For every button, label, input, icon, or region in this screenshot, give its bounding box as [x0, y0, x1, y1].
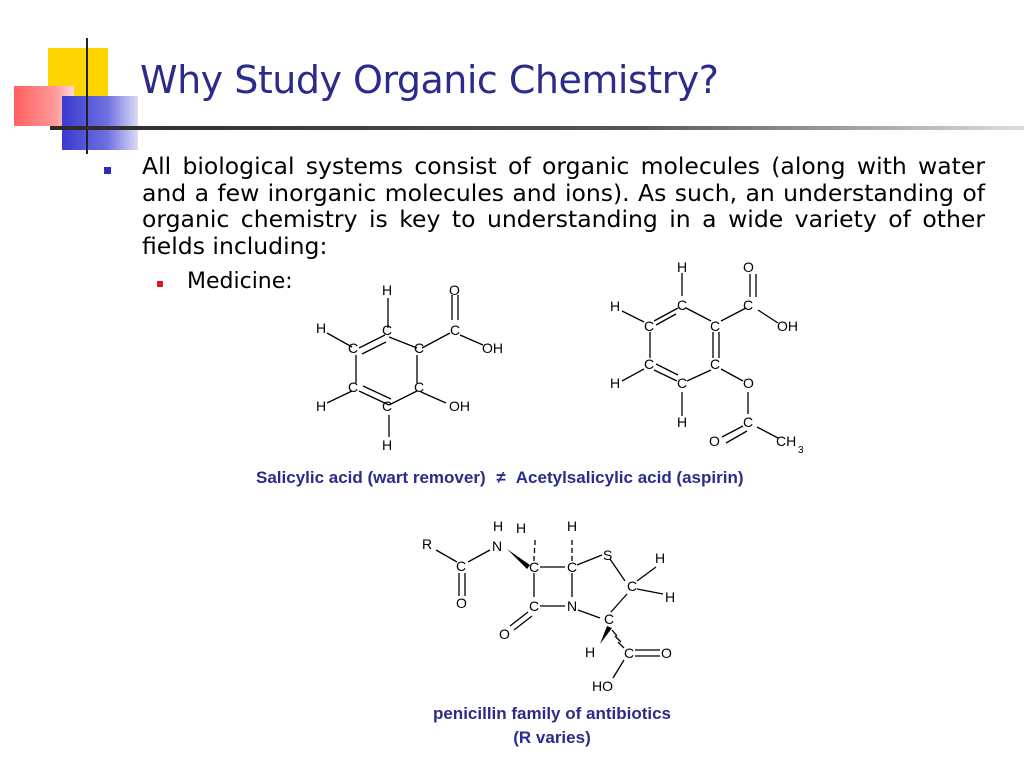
aspirin-atom-h-left-lower: H: [610, 375, 621, 391]
salicylic-atom-o-top: O: [449, 282, 460, 298]
aspirin-atom-o-ester: O: [743, 375, 754, 391]
not-equal-symbol: ≠: [496, 468, 506, 487]
aspirin-atom-c-acetyl: C: [743, 414, 754, 430]
comparison-caption: [256, 468, 744, 488]
salicylic-atom-c-acid: C: [450, 322, 461, 338]
penicillin-atom-ho: HO: [592, 678, 613, 694]
penicillin-atom-h-n: H: [493, 518, 504, 534]
penicillin-atom-c-beta1: C: [529, 559, 540, 575]
bullet-square-icon: [104, 167, 111, 174]
penicillin-atom-r: R: [422, 536, 433, 552]
penicillin-atom-h-alpha: H: [585, 644, 596, 660]
penicillin-caption-line2: (R varies): [513, 728, 591, 747]
penicillin-atom-c-alpha: C: [604, 611, 615, 627]
penicillin-atom-c-ring: C: [627, 578, 638, 594]
salicylic-atom-h-top: H: [382, 282, 393, 298]
aspirin-atom-oh-acid: OH: [777, 318, 798, 334]
penicillin-atom-h-c1: H: [516, 520, 527, 536]
salicylic-atom-c4: C: [348, 379, 359, 395]
penicillin-atom-s: S: [603, 547, 613, 563]
sub-bullet-square-icon: [157, 281, 163, 287]
penicillin-atom-o-amide: O: [456, 595, 467, 611]
aspirin-atom-ch-subscript: 3: [798, 445, 804, 456]
salicylic-atom-h-left-upper: H: [316, 320, 327, 336]
aspirin-atom-c-acid: C: [743, 297, 754, 313]
penicillin-atom-n-ring: N: [567, 598, 578, 614]
salicylic-atom-c1: C: [382, 322, 393, 338]
penicillin-atom-c-beta2: C: [567, 559, 578, 575]
aspirin-atom-c3: C: [710, 318, 721, 334]
salicylic-atom-c5: C: [414, 379, 425, 395]
aspirin-atom-o-top: O: [743, 259, 754, 275]
salicylic-caption: Salicylic acid (wart remover): [256, 468, 486, 487]
salicylic-atom-c2: C: [348, 340, 359, 356]
penicillin-caption-line1: penicillin family of antibiotics: [432, 704, 672, 723]
title-underline: [50, 126, 1024, 130]
salicylic-atom-h-bottom: H: [382, 437, 393, 453]
aspirin-atom-h-bottom: H: [677, 414, 688, 430]
penicillin-atom-c-acid: C: [624, 645, 635, 661]
penicillin-atom-n-amide: N: [492, 538, 503, 554]
penicillin-atom-o-acid: O: [661, 645, 672, 661]
aspirin-atom-c6: C: [677, 375, 688, 391]
slide-title: Why Study Organic Chemistry?: [140, 58, 719, 102]
aspirin-atom-o-carbonyl: O: [709, 433, 720, 449]
penicillin-caption: [352, 702, 752, 750]
penicillin-atom-c-lactam: C: [529, 598, 540, 614]
salicylic-acid-structure: [300, 275, 530, 460]
aspirin-atom-c1: C: [677, 297, 688, 313]
aspirin-structure: [600, 254, 830, 459]
salicylic-atom-c6: C: [382, 398, 393, 414]
aspirin-atom-c2: C: [644, 318, 655, 334]
aspirin-atom-c4: C: [644, 356, 655, 372]
salicylic-atom-h-left-lower: H: [316, 398, 327, 414]
aspirin-atom-h-top: H: [677, 259, 688, 275]
aspirin-atom-ch: CH: [776, 433, 797, 449]
penicillin-atom-h-ring2: H: [665, 589, 676, 605]
decor-blue-square: [62, 96, 138, 150]
salicylic-atom-oh-acid: OH: [482, 340, 503, 356]
penicillin-structure: [410, 512, 700, 702]
penicillin-atom-h-c2: H: [567, 518, 578, 534]
penicillin-atom-c-amide: C: [456, 558, 467, 574]
aspirin-caption: Acetylsalicylic acid (aspirin): [515, 468, 744, 487]
salicylic-atom-c3: C: [414, 340, 425, 356]
bullet-text: All biological systems consist of organic molecules (along with water and a few inorganic molecules and ions). As such, an understanding of organic chemistry is key to understanding in a wide variety of other fields including:: [142, 152, 985, 260]
penicillin-atom-o-lactam: O: [499, 626, 510, 642]
aspirin-atom-c5: C: [710, 356, 721, 372]
aspirin-atom-h-left-upper: H: [610, 298, 621, 314]
sub-bullet-text: Medicine:: [187, 269, 293, 294]
salicylic-atom-oh-ring: OH: [449, 398, 470, 414]
penicillin-atom-h-ring1: H: [655, 550, 666, 566]
decor-vertical-line: [86, 38, 88, 154]
